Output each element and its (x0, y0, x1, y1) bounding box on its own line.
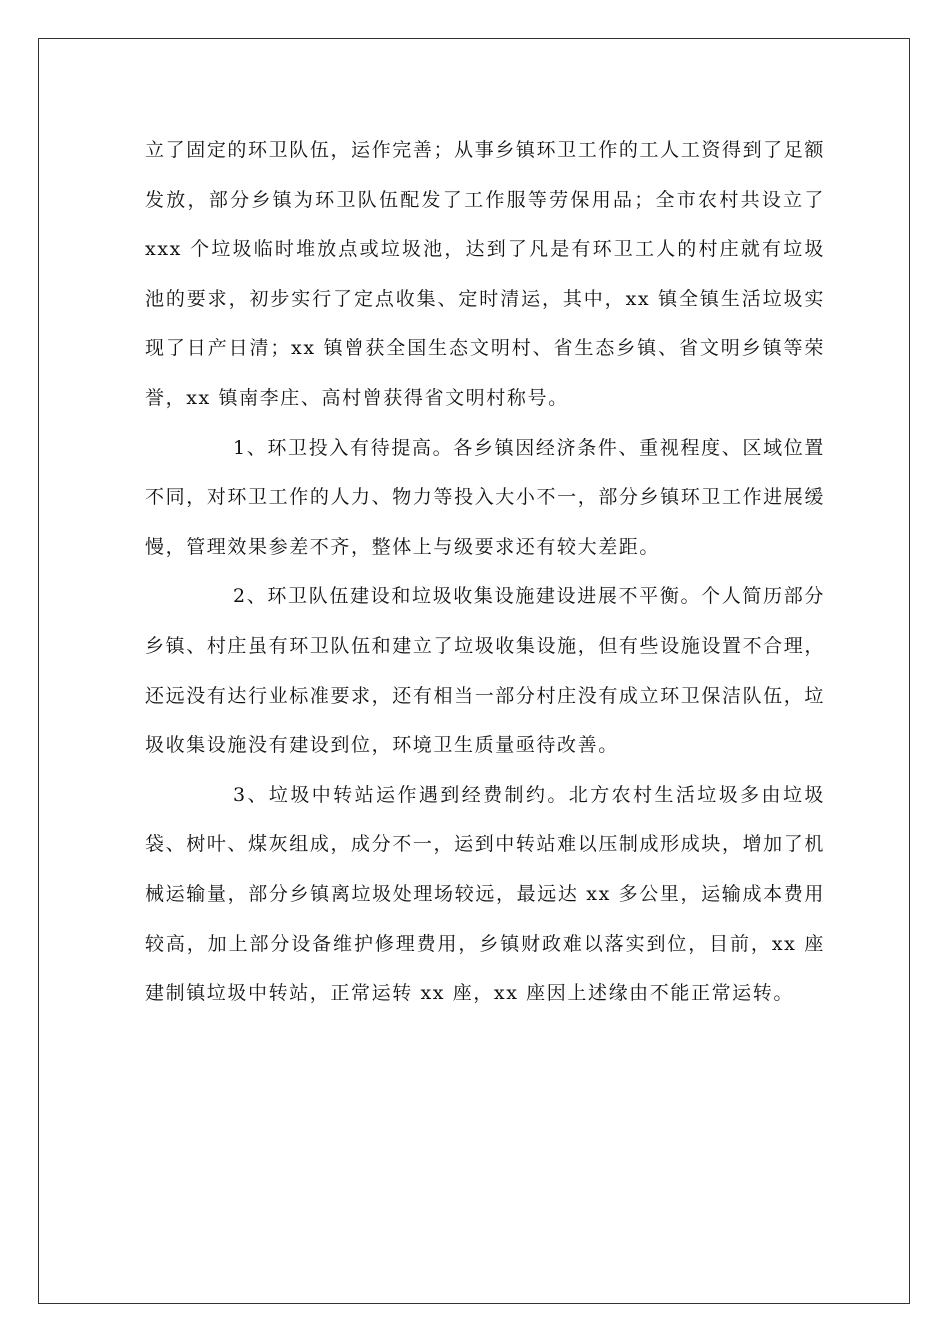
paragraph-point-1: 1、环卫投入有待提高。各乡镇因经济条件、重视程度、区域位置不同，对环卫工作的人力、物力等投入大小不一，部分乡镇环卫工作进展缓慢，管理效果参差不齐，整体上与级要求还有较大差距。 (145, 436, 825, 558)
paragraph-intro: 立了固定的环卫队伍，运作完善；从事乡镇环卫工作的工人工资得到了足额发放，部分乡镇为环卫队伍配发了工作服等劳保用品；全市农村共设立了 xxx 个垃圾临时堆放点或垃圾池，达到了凡是有环卫工人的村庄就有垃圾池的要求，初步实行了定点收集、定时清运，其中，xx 镇全镇生活垃圾实现了日产日清；xx 镇曾获全国生态文明村、省生态乡镇、省文明乡镇等荣誉，xx 镇南李庄、高村曾获得省文明村称号。 (145, 139, 825, 409)
paragraph-point-2: 2、环卫队伍建设和垃圾收集设施建设进展不平衡。个人简历部分乡镇、村庄虽有环卫队伍和建立了垃圾收集设施，但有些设施设置不合理，还远没有达行业标准要求，还有相当一部分村庄没有成立环卫保洁队伍，垃圾收集设施没有建设到位，环境卫生质量亟待改善。 (145, 585, 825, 757)
document-body (145, 126, 825, 1019)
paragraph-point-3: 3、垃圾中转站运作遇到经费制约。北方农村生活垃圾多由垃圾袋、树叶、煤灰组成，成分不一，运到中转站难以压制成形成块，增加了机械运输量，部分乡镇离垃圾处理场较远，最远达 xx 多公里，运输成本费用较高，加上部分设备维护修理费用，乡镇财政难以落实到位，目前，xx 座建制镇垃圾中转站，正常运转 xx 座，xx 座因上述缘由不能正常运转。 (145, 783, 825, 1005)
